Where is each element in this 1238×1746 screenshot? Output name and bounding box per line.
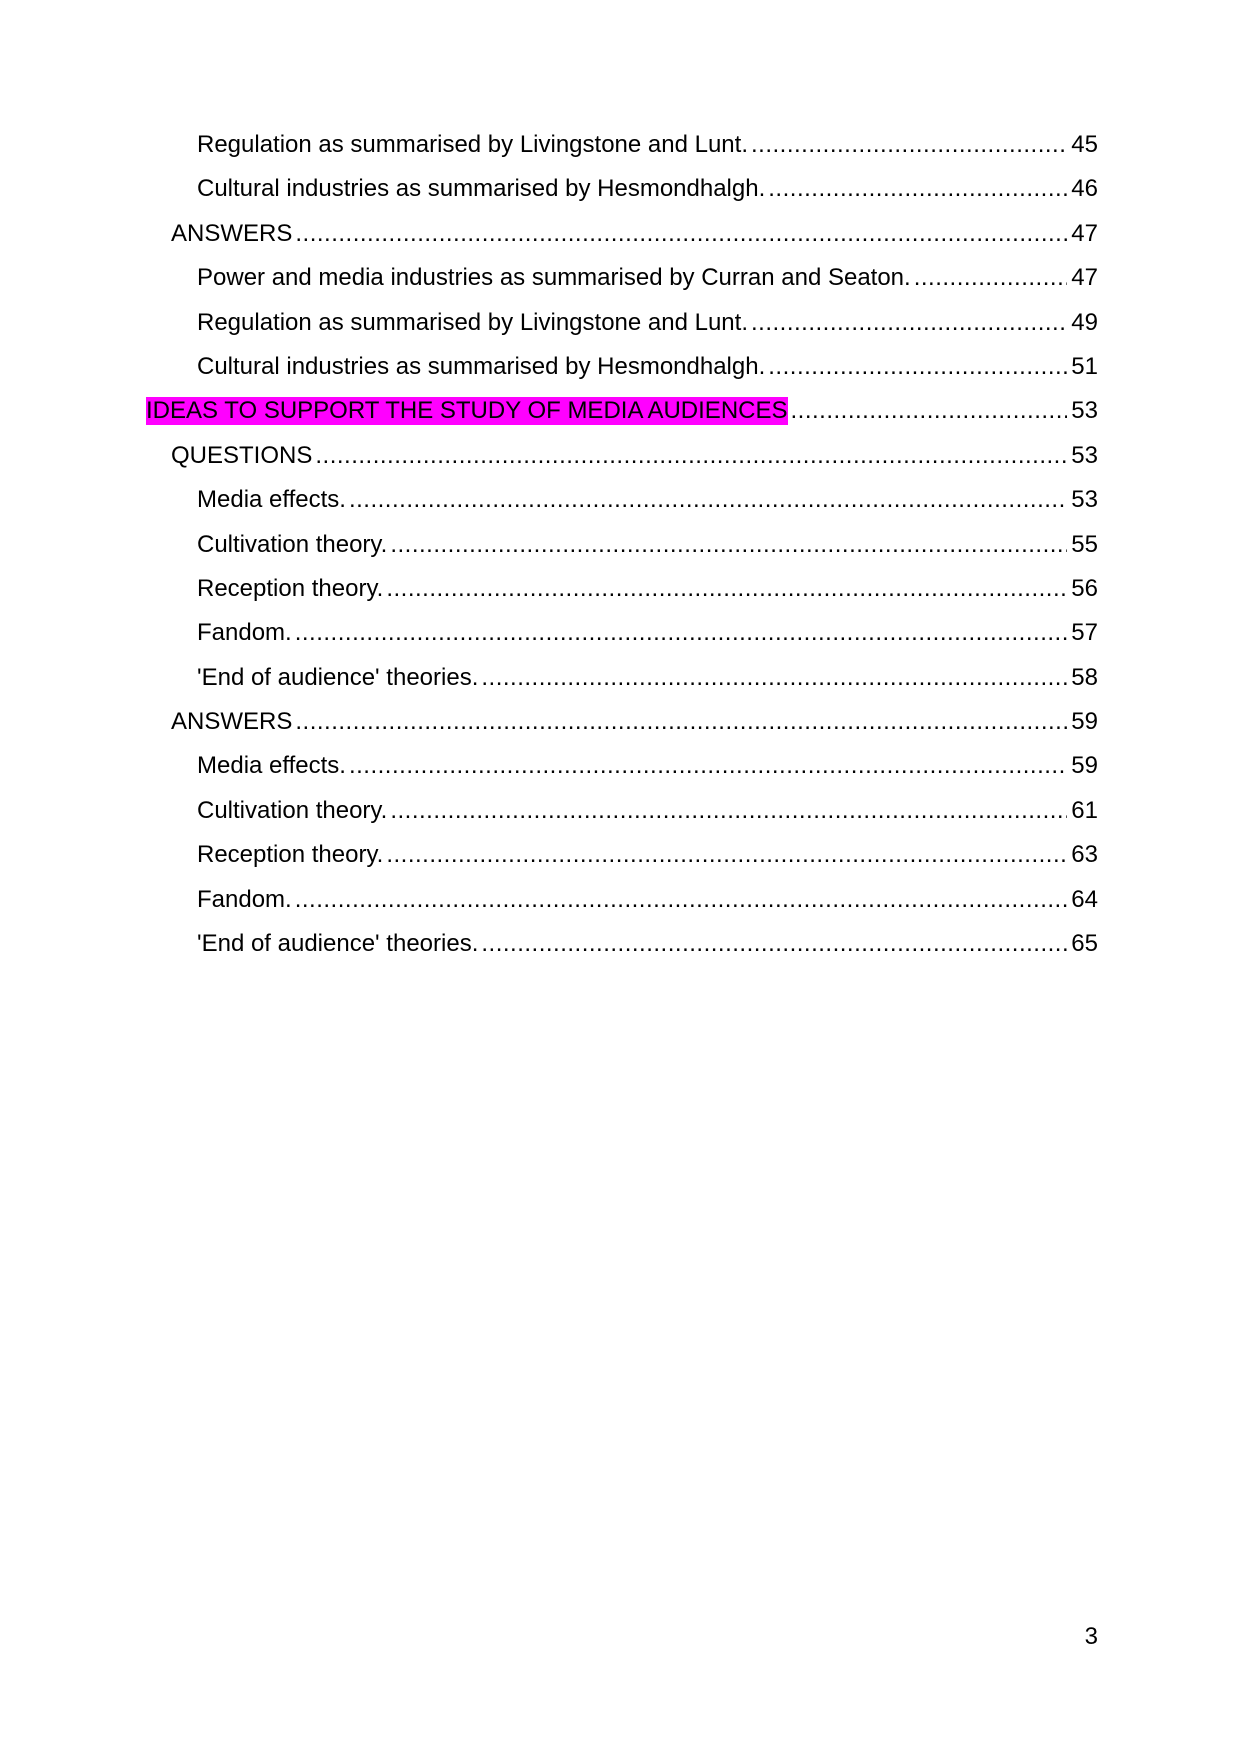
toc-entry-page: 59 [1071, 752, 1098, 780]
toc-entry-page: 58 [1071, 663, 1098, 691]
toc-entry[interactable] [0, 708, 1238, 752]
toc-entry-page: 49 [1071, 308, 1098, 336]
toc-entry-title: ANSWERS [171, 708, 293, 736]
toc-entry[interactable] [0, 175, 1238, 219]
toc-entry-section-heading[interactable] [0, 397, 1238, 441]
toc-entry[interactable] [0, 442, 1238, 486]
toc-dot-leader [751, 309, 1067, 337]
toc-dot-leader [390, 797, 1067, 825]
toc-entry-title: Regulation as summarised by Livingstone and Lunt. [197, 131, 748, 158]
toc-entry[interactable] [0, 264, 1238, 308]
toc-entry-page: 59 [1071, 708, 1098, 736]
toc-dot-leader [349, 752, 1067, 780]
toc-entry-title: Cultivation theory. [197, 530, 388, 558]
toc-entry-title: Cultural industries as summarised by Hesmondhalgh. [197, 352, 766, 380]
toc-entry[interactable] [0, 220, 1238, 264]
toc-entry-title: Cultivation theory. [197, 796, 388, 824]
toc-dot-leader [390, 531, 1067, 559]
table-of-contents [0, 131, 1238, 974]
toc-entry-title: QUESTIONS [171, 441, 313, 469]
toc-dot-leader [315, 442, 1067, 470]
toc-entry-title: Reception theory. [197, 841, 384, 869]
toc-entry-page: 63 [1071, 841, 1098, 869]
toc-entry[interactable] [0, 930, 1238, 974]
toc-dot-leader [386, 575, 1067, 603]
toc-dot-leader [914, 264, 1068, 292]
toc-dot-leader [349, 486, 1067, 514]
toc-entry-title-highlighted: IDEAS TO SUPPORT THE STUDY OF MEDIA AUDIENCES [146, 397, 788, 425]
toc-entry[interactable] [0, 797, 1238, 841]
toc-dot-leader [295, 220, 1067, 248]
toc-entry[interactable] [0, 752, 1238, 796]
toc-entry[interactable] [0, 886, 1238, 930]
toc-entry[interactable] [0, 131, 1238, 175]
toc-entry-page: 56 [1071, 574, 1098, 602]
toc-dot-leader [751, 131, 1067, 159]
toc-dot-leader [481, 930, 1067, 958]
page-number: 3 [1084, 1623, 1098, 1650]
toc-dot-leader [386, 841, 1067, 869]
toc-entry[interactable] [0, 575, 1238, 619]
toc-entry-title: Media effects. [197, 752, 346, 780]
toc-dot-leader [768, 353, 1067, 381]
toc-entry-title: Cultural industries as summarised by Hesmondhalgh. [197, 175, 766, 203]
toc-dot-leader [768, 175, 1067, 203]
toc-entry-page: 57 [1071, 619, 1098, 647]
toc-entry-title: 'End of audience' theories. [197, 930, 479, 958]
toc-entry-page: 51 [1071, 352, 1098, 380]
toc-entry[interactable] [0, 619, 1238, 663]
toc-entry-title: Media effects. [197, 486, 346, 514]
toc-entry[interactable] [0, 841, 1238, 885]
toc-entry-page: 55 [1071, 530, 1098, 558]
toc-entry-page: 45 [1071, 131, 1098, 158]
toc-dot-leader [481, 664, 1067, 692]
toc-entry-page: 47 [1071, 264, 1098, 292]
toc-entry[interactable] [0, 664, 1238, 708]
toc-entry[interactable] [0, 486, 1238, 530]
toc-entry-title: Fandom. [197, 885, 292, 913]
toc-entry-page: 65 [1071, 930, 1098, 958]
toc-entry-page: 53 [1071, 486, 1098, 514]
toc-entry-page: 61 [1071, 796, 1098, 824]
toc-entry-title: Regulation as summarised by Livingstone and Lunt. [197, 308, 748, 336]
toc-entry[interactable] [0, 531, 1238, 575]
toc-dot-leader [791, 397, 1068, 425]
toc-entry-page: 47 [1071, 219, 1098, 247]
toc-entry-title: 'End of audience' theories. [197, 663, 479, 691]
toc-dot-leader [295, 886, 1068, 914]
toc-entry-page: 64 [1071, 885, 1098, 913]
toc-dot-leader [295, 708, 1067, 736]
toc-entry[interactable] [0, 353, 1238, 397]
toc-entry-title: Fandom. [197, 619, 292, 647]
toc-entry-page: 46 [1071, 175, 1098, 203]
toc-entry-title: Reception theory. [197, 574, 384, 602]
toc-entry-page: 53 [1071, 397, 1098, 425]
toc-entry-page: 53 [1071, 441, 1098, 469]
toc-entry-title: ANSWERS [171, 219, 293, 247]
toc-entry-title: Power and media industries as summarised by Curran and Seaton. [197, 264, 911, 292]
toc-entry[interactable] [0, 309, 1238, 353]
toc-dot-leader [295, 619, 1068, 647]
